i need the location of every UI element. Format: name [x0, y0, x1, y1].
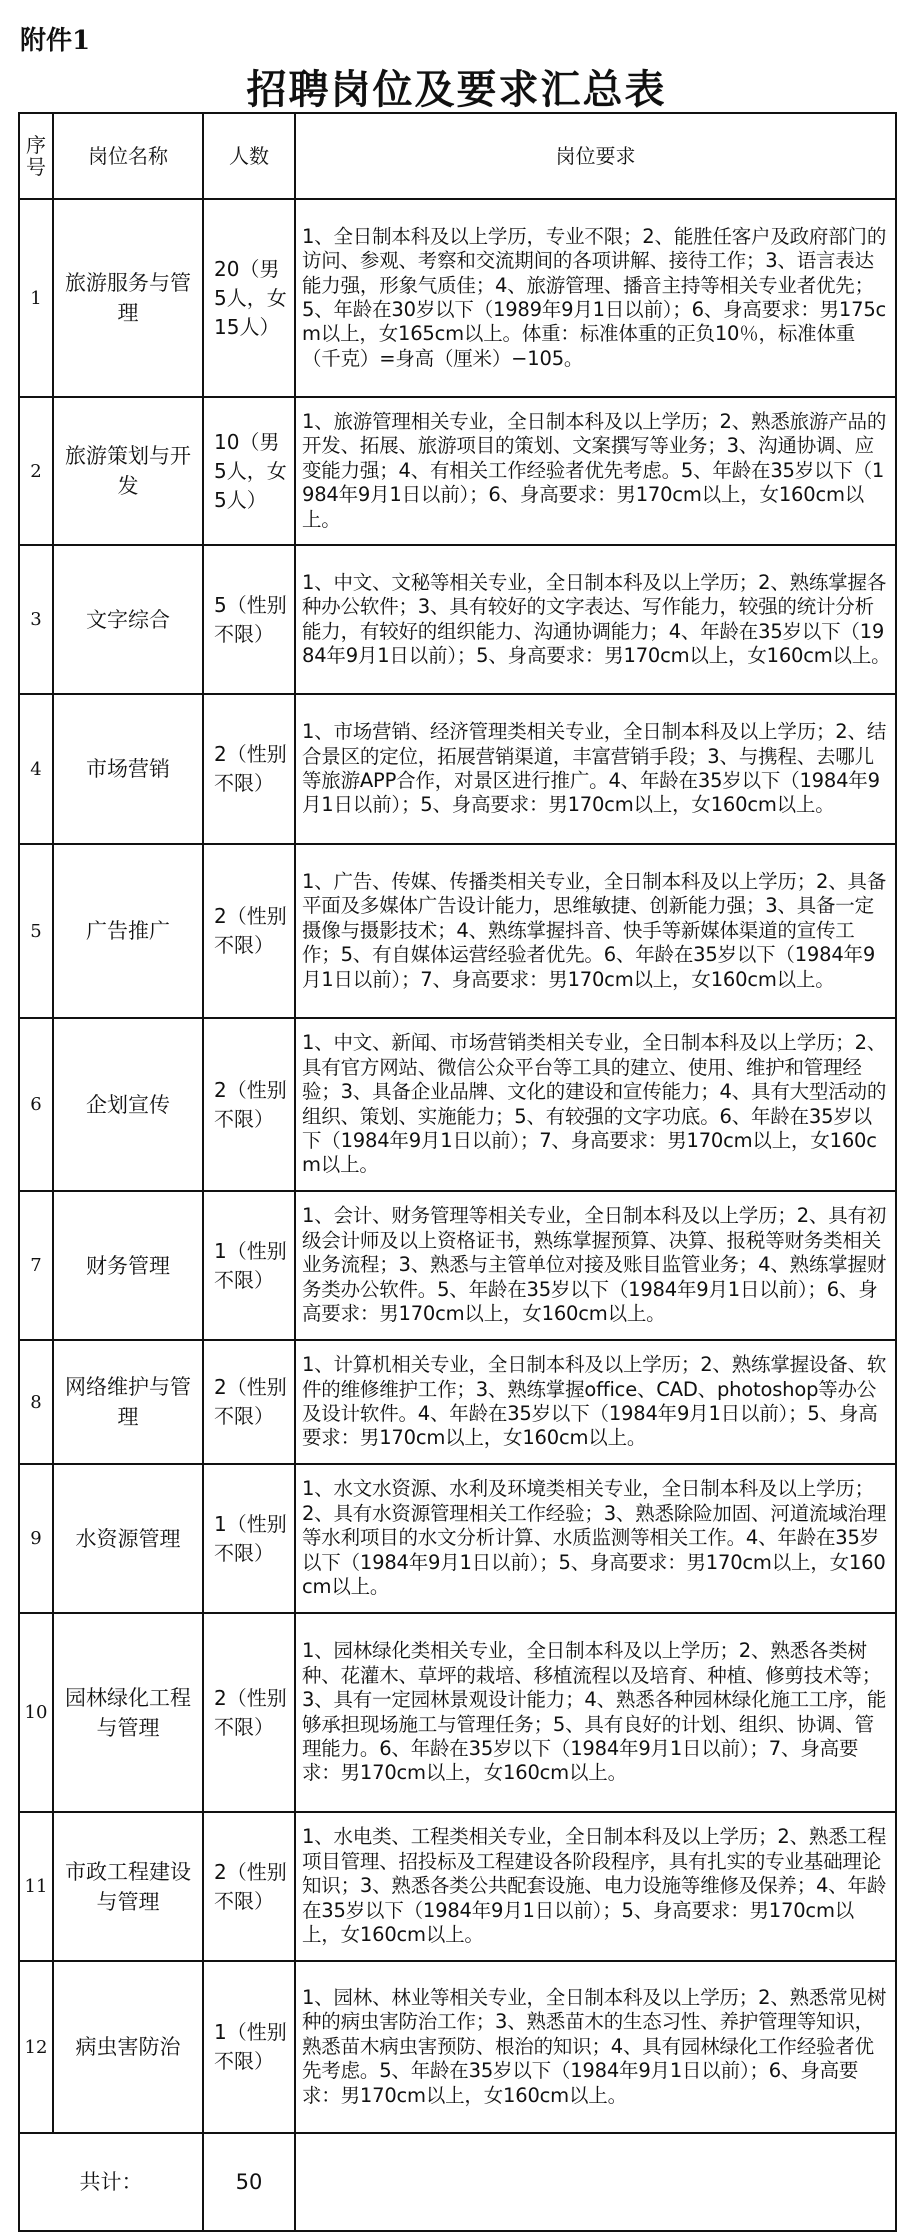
- row-no: 2: [19, 397, 53, 545]
- requirements: 1、市场营销、经济管理类相关专业，全日制本科及以上学历；2、结合景区的定位，拓展营销渠道，丰富营销手段；3、与携程、去哪儿等旅游APP合作，对景区进行推广。4、年龄在35岁以下（1984年9月1日以前）；5、身高要求：男170cm以上，女160cm以上。: [295, 694, 896, 844]
- requirements: 1、园林绿化类相关专业，全日制本科及以上学历；2、熟悉各类树种、花灌木、草坪的栽培、移植流程以及培育、种植、修剪技术等；3、具有一定园林景观设计能力；4、熟悉各种园林绿化施工工序，能够承担现场施工与管理任务；5、具有良好的计划、组织、协调、管理能力。6、年龄在35岁以下（1984年9月1日以前）；7、身高要求：男170cm以上，女160cm以上。: [295, 1613, 896, 1812]
- table-row: [19, 1018, 896, 1191]
- requirements: 1、水电类、工程类相关专业，全日制本科及以上学历；2、熟悉工程项目管理、招投标及工程建设各阶段程序，具有扎实的专业基础理论知识；3、熟悉各类公共配套设施、电力设施等维修及保养；4、年龄在35岁以下（1984年9月1日以前）；5、身高要求：男170cm以上，女160cm以上。: [295, 1812, 896, 1961]
- table-row: [19, 1340, 896, 1464]
- table-header-row: [19, 113, 896, 199]
- headcount: 2（性别不限）: [203, 1613, 295, 1812]
- row-no: 1: [19, 199, 53, 397]
- row-no: 5: [19, 844, 53, 1018]
- total-count: 50: [203, 2133, 295, 2231]
- total-label: 共计：: [19, 2133, 203, 2231]
- table-row: [19, 199, 896, 397]
- row-no: 12: [19, 1961, 53, 2133]
- requirements: 1、旅游管理相关专业，全日制本科及以上学历；2、熟悉旅游产品的开发、拓展、旅游项目的策划、文案撰写等业务；3、沟通协调、应变能力强；4、有相关工作经验者优先考虑。5、年龄在35岁以下（1984年9月1日以前）；6、身高要求：男170cm以上，女160cm以上。: [295, 397, 896, 545]
- requirements: 1、园林、林业等相关专业，全日制本科及以上学历；2、熟悉常见树种的病虫害防治工作；3、熟悉苗木的生态习性、养护管理等知识，熟悉苗木病虫害预防、根治的知识；4、具有园林绿化工作经验者优先考虑。5、年龄在35岁以下（1984年9月1日以前）；6、身高要求：男170cm以上，女160cm以上。: [295, 1961, 896, 2133]
- header-count: 人数: [203, 113, 295, 199]
- requirements: 1、中文、新闻、市场营销类相关专业，全日制本科及以上学历；2、具有官方网站、微信公众平台等工具的建立、使用、维护和管理经验；3、具备企业品牌、文化的建设和宣传能力；4、具有大型活动的组织、策划、实施能力；5、有较强的文字功底。6、年龄在35岁以下（1984年9月1日以前）；7、身高要求：男170cm以上，女160cm以上。: [295, 1018, 896, 1191]
- headcount: 20（男5人，女15人）: [203, 199, 295, 397]
- table-row: [19, 1613, 896, 1812]
- table-row: [19, 397, 896, 545]
- position-name: 市场营销: [53, 694, 203, 844]
- position-name: 市政工程建设与管理: [53, 1812, 203, 1961]
- headcount: 2（性别不限）: [203, 694, 295, 844]
- row-no: 4: [19, 694, 53, 844]
- headcount: 10（男5人，女5人）: [203, 397, 295, 545]
- table-row: [19, 1812, 896, 1961]
- headcount: 2（性别不限）: [203, 1340, 295, 1464]
- table-row: [19, 844, 896, 1018]
- attachment-label: 附件1: [20, 26, 91, 56]
- row-no: 8: [19, 1340, 53, 1464]
- table-row: [19, 1961, 896, 2133]
- headcount: 1（性别不限）: [203, 1961, 295, 2133]
- row-no: 10: [19, 1613, 53, 1812]
- position-name: 财务管理: [53, 1191, 203, 1340]
- table-row: [19, 694, 896, 844]
- headcount: 2（性别不限）: [203, 1812, 295, 1961]
- headcount: 1（性别不限）: [203, 1464, 295, 1613]
- position-name: 水资源管理: [53, 1464, 203, 1613]
- table-row: [19, 1464, 896, 1613]
- header-requirements: 岗位要求: [295, 113, 896, 199]
- headcount: 1（性别不限）: [203, 1191, 295, 1340]
- row-no: 6: [19, 1018, 53, 1191]
- header-no: 序号: [19, 113, 53, 199]
- row-no: 9: [19, 1464, 53, 1613]
- headcount: 5（性别不限）: [203, 545, 295, 694]
- position-name: 旅游服务与管理: [53, 199, 203, 397]
- page-title: 招聘岗位及要求汇总表: [246, 67, 667, 113]
- requirements: 1、中文、文秘等相关专业，全日制本科及以上学历；2、熟练掌握各种办公软件；3、具有较好的文字表达、写作能力，较强的统计分析能力，有较好的组织能力、沟通协调能力；4、年龄在35岁以下（1984年9月1日以前）；5、身高要求：男170cm以上，女160cm以上。: [295, 545, 896, 694]
- requirements: 1、广告、传媒、传播类相关专业，全日制本科及以上学历；2、具备平面及多媒体广告设计能力，思维敏捷、创新能力强；3、具备一定摄像与摄影技术；4、熟练掌握抖音、快手等新媒体渠道的宣传工作；5、有自媒体运营经验者优先。6、年龄在35岁以下（1984年9月1日以前）；7、身高要求：男170cm以上，女160cm以上。: [295, 844, 896, 1018]
- total-requirements: [295, 2133, 896, 2231]
- requirements: 1、水文水资源、水利及环境类相关专业，全日制本科及以上学历；2、具有水资源管理相关工作经验；3、熟悉除险加固、河道流域治理等水利项目的水文分析计算、水质监测等相关工作。4、年龄在35岁以下（1984年9月1日以前）；5、身高要求：男170cm以上，女160cm以上。: [295, 1464, 896, 1613]
- total-row: [19, 2133, 896, 2231]
- headcount: 2（性别不限）: [203, 1018, 295, 1191]
- position-name: 旅游策划与开发: [53, 397, 203, 545]
- headcount: 2（性别不限）: [203, 844, 295, 1018]
- header-name: 岗位名称: [53, 113, 203, 199]
- row-no: 11: [19, 1812, 53, 1961]
- requirements: 1、全日制本科及以上学历，专业不限；2、能胜任客户及政府部门的访问、参观、考察和交流期间的各项讲解、接待工作；3、语言表达能力强，形象气质佳；4、旅游管理、播音主持等相关专业者优先；5、年龄在30岁以下（1989年9月1日以前）；6、身高要求：男175cm以上，女165cm以上。体重：标准体重的正负10％，标准体重（千克）=身高（厘米）−105。: [295, 199, 896, 397]
- requirements: 1、会计、财务管理等相关专业，全日制本科及以上学历；2、具有初级会计师及以上资格证书，熟练掌握预算、决算、报税等财务类相关业务流程；3、熟悉与主管单位对接及账目监管业务；4、熟练掌握财务类办公软件。5、年龄在35岁以下（1984年9月1日以前）；6、身高要求：男170cm以上，女160cm以上。: [295, 1191, 896, 1340]
- position-name: 广告推广: [53, 844, 203, 1018]
- position-name: 网络维护与管理: [53, 1340, 203, 1464]
- row-no: 7: [19, 1191, 53, 1340]
- requirements: 1、计算机相关专业，全日制本科及以上学历；2、熟练掌握设备、软件的维修维护工作；3、熟练掌握office、CAD、photoshop等办公及设计软件。4、年龄在35岁以下（1984年9月1日以前）；5、身高要求：男170cm以上，女160cm以上。: [295, 1340, 896, 1464]
- position-name: 园林绿化工程与管理: [53, 1613, 203, 1812]
- position-name: 文字综合: [53, 545, 203, 694]
- table-row: [19, 545, 896, 694]
- position-name: 病虫害防治: [53, 1961, 203, 2133]
- position-name: 企划宣传: [53, 1018, 203, 1191]
- row-no: 3: [19, 545, 53, 694]
- table-row: [19, 1191, 896, 1340]
- positions-table: [18, 112, 897, 2232]
